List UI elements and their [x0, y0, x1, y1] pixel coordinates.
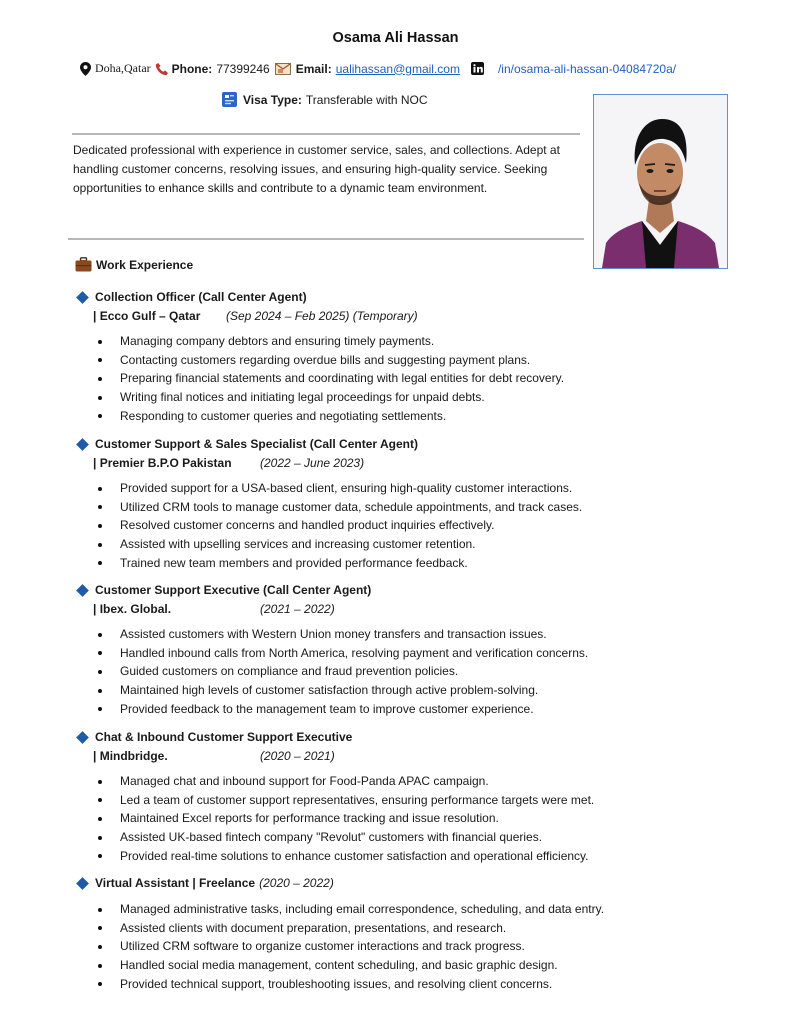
diamond-icon: [76, 291, 89, 304]
profile-photo: [593, 94, 728, 269]
email-link[interactable]: ualihassan@gmail.com: [335, 61, 460, 76]
job-entry: [76, 581, 736, 718]
list-item: Assisted UK-based fintech company "Revolut" customers with financial queries.: [76, 828, 736, 847]
top-divider: [72, 133, 580, 135]
job-bullets: [76, 772, 736, 865]
summary-divider: [68, 238, 584, 240]
list-item: Guided customers on compliance and fraud prevention policies.: [76, 662, 736, 681]
visa-value: Transferable with NOC: [305, 92, 428, 107]
list-item: Handled social media management, content scheduling, and basic graphic design.: [76, 956, 736, 975]
job-dates: (2020 – 2021): [260, 749, 335, 763]
list-item: Assisted with upselling services and increasing customer retention.: [76, 535, 736, 554]
list-item: Responding to customer queries and negotiating settlements.: [76, 407, 736, 426]
phone-number: 77399246: [216, 61, 270, 76]
list-item: Writing final notices and initiating legal proceedings for unpaid debts.: [76, 388, 736, 407]
job-title: Virtual Assistant | Freelance: [95, 876, 256, 890]
job-bullets: [76, 332, 736, 425]
email-icon: [275, 63, 291, 75]
list-item: Assisted customers with Western Union money transfers and transaction issues.: [76, 625, 736, 644]
job-bullets: [76, 625, 736, 718]
list-item: Resolved customer concerns and handled product inquiries effectively.: [76, 516, 736, 535]
list-item: Maintained high levels of customer satisfaction through active problem-solving.: [76, 681, 736, 700]
briefcase-icon: [75, 257, 92, 272]
work-experience-title: Work Experience: [96, 257, 194, 272]
list-item: Handled inbound calls from North America, resolving payment and verification concerns.: [76, 644, 736, 663]
map-pin-icon: [80, 62, 91, 76]
passport-icon: [222, 92, 237, 107]
linkedin-icon: [471, 62, 484, 75]
list-item: Led a team of customer support representatives, ensuring performance targets were met.: [76, 791, 736, 810]
list-item: Provided technical support, troubleshooting issues, and resolving client concerns.: [76, 975, 736, 994]
list-item: Utilized CRM tools to manage customer data, schedule appointments, and track cases.: [76, 498, 736, 517]
phone-icon: [155, 62, 169, 76]
job-title: Collection Officer (Call Center Agent): [95, 290, 307, 304]
visa-label: Visa Type:: [243, 92, 302, 107]
job-dates: (2020 – 2022): [259, 876, 334, 890]
list-item: Managed chat and inbound support for Food-Panda APAC campaign.: [76, 772, 736, 791]
list-item: Assisted clients with document preparation, presentations, and research.: [76, 919, 736, 938]
email-label: Email:: [295, 61, 332, 76]
job-company: | Ibex. Global.: [93, 602, 172, 616]
job-entry: [76, 288, 736, 425]
list-item: Provided support for a USA-based client, ensuring high-quality customer interactions.: [76, 479, 736, 498]
list-item: Maintained Excel reports for performance tracking and issue resolution.: [76, 809, 736, 828]
diamond-icon: [76, 584, 89, 597]
professional-summary: Dedicated professional with experience in customer service, sales, and collections. Adept at handling customer concerns, resolving issues, and ensuring high-quality service. Seeking opportunities to enhance skills and contribute to a dynamic team environment.: [73, 143, 560, 195]
job-title: Customer Support Executive (Call Center Agent): [95, 583, 372, 597]
job-title: Chat & Inbound Customer Support Executive: [95, 730, 353, 744]
list-item: Utilized CRM software to organize customer interactions and track progress.: [76, 937, 736, 956]
diamond-icon: [76, 438, 89, 451]
job-dates: (2021 – 2022): [260, 602, 335, 616]
list-item: Contacting customers regarding overdue bills and suggesting payment plans.: [76, 351, 736, 370]
job-company: | Premier B.P.O Pakistan: [93, 456, 232, 470]
list-item: Trained new team members and provided performance feedback.: [76, 554, 736, 573]
list-item: Managing company debtors and ensuring timely payments.: [76, 332, 736, 351]
diamond-icon: [76, 877, 89, 890]
list-item: Provided real-time solutions to enhance customer satisfaction and operational efficiency.: [76, 847, 736, 866]
candidate-name: Osama Ali Hassan: [332, 30, 459, 46]
job-dates: (Sep 2024 – Feb 2025) (Temporary): [226, 309, 418, 323]
job-entry: [76, 435, 736, 572]
visa-line: [222, 92, 428, 107]
contact-line: [80, 61, 760, 76]
job-company: | Mindbridge.: [93, 749, 168, 763]
list-item: Preparing financial statements and coordinating with legal entities for debt recovery.: [76, 369, 736, 388]
job-entry: [76, 874, 736, 993]
job-bullets: [76, 479, 736, 572]
location-text: Doha,Qatar: [95, 61, 151, 75]
job-company: | Ecco Gulf – Qatar: [93, 309, 201, 323]
job-title: Customer Support & Sales Specialist (Call Center Agent): [95, 437, 418, 451]
list-item: Provided feedback to the management team to improve customer experience.: [76, 700, 736, 719]
job-bullets: [76, 900, 736, 993]
job-dates: (2022 – June 2023): [260, 456, 365, 470]
diamond-icon: [76, 731, 89, 744]
work-experience-heading: [75, 257, 193, 272]
linkedin-link[interactable]: /in/osama-ali-hassan-04084720a/: [497, 61, 677, 76]
job-entry: [76, 728, 736, 865]
phone-label: Phone:: [171, 61, 213, 76]
list-item: Managed administrative tasks, including email correspondence, scheduling, and data entry.: [76, 900, 736, 919]
